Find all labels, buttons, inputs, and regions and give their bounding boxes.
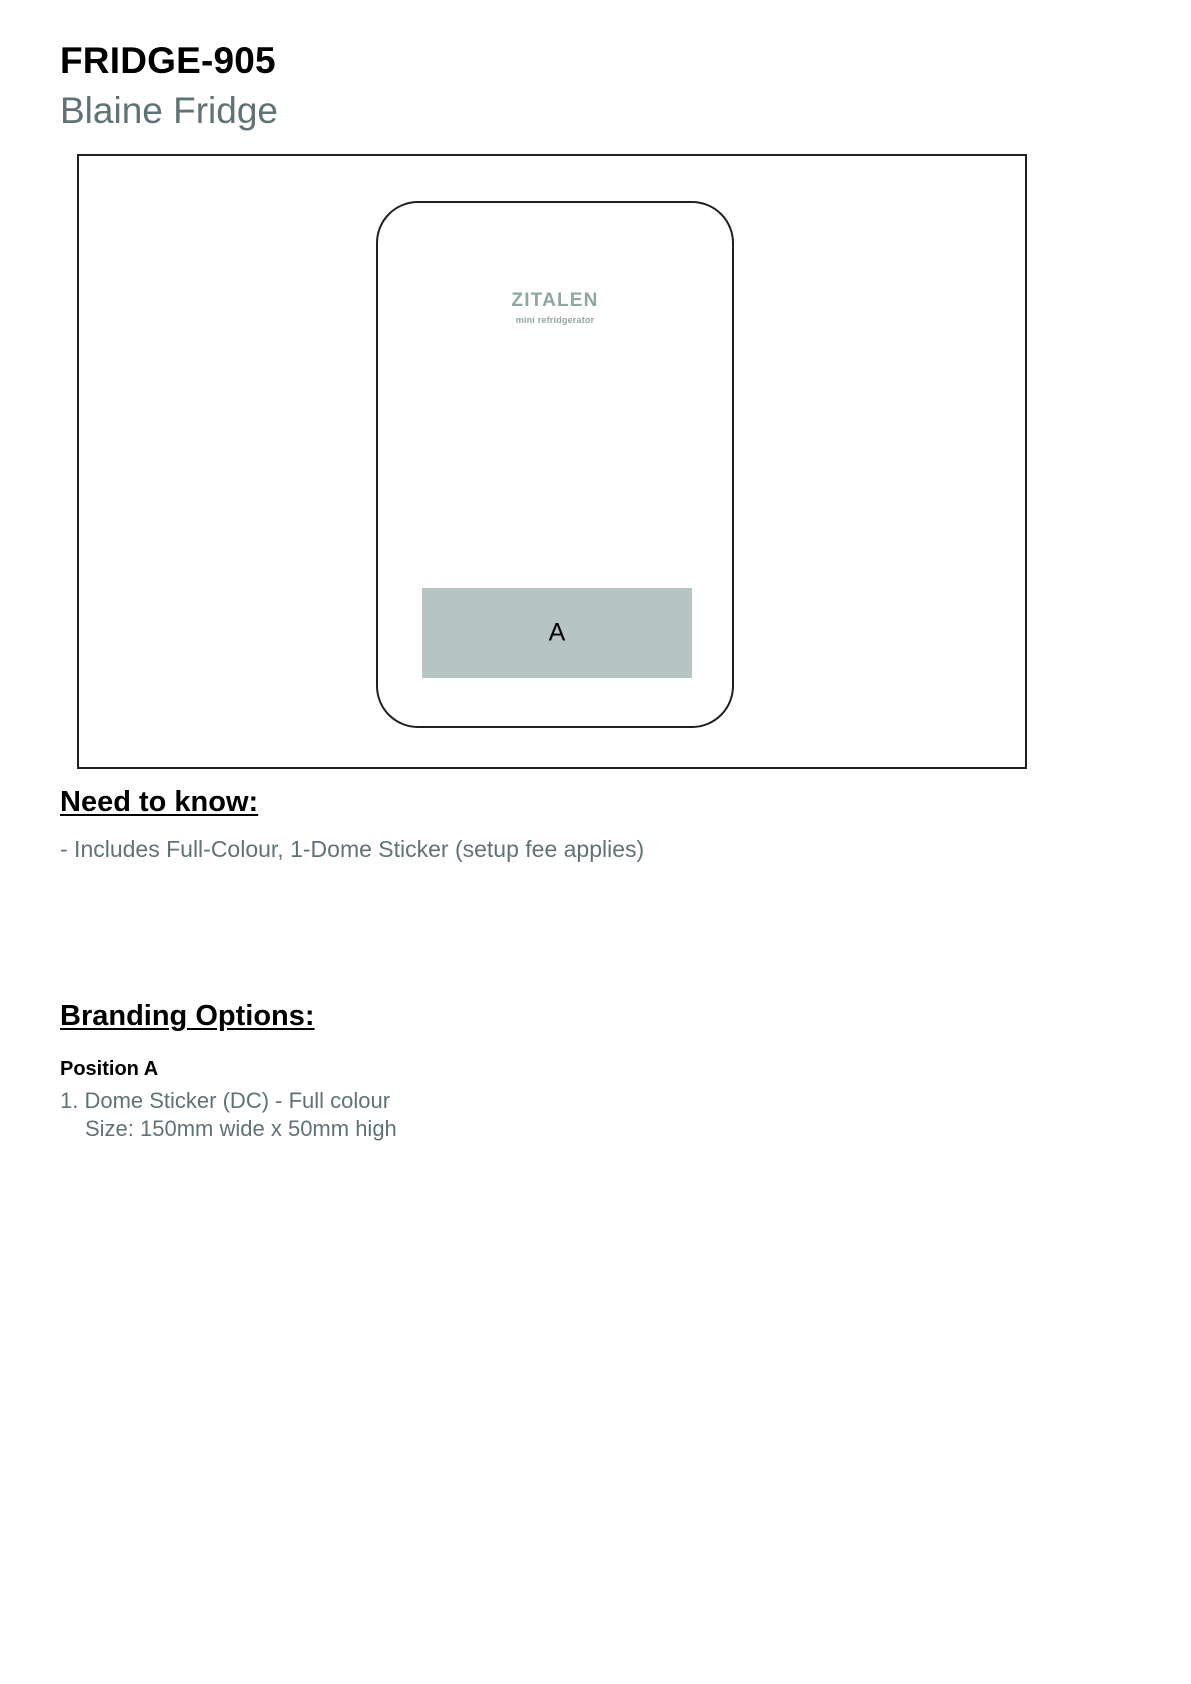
- fridge-brand-block: [378, 291, 732, 325]
- branding-option-size-line: Size: 150mm wide x 50mm high: [85, 1116, 397, 1141]
- product-image-frame: [77, 154, 1027, 769]
- branding-position-a-patch: [422, 588, 692, 678]
- branding-position-a-heading: Position A: [60, 1058, 159, 1080]
- page-subtitle: Blaine Fridge: [60, 90, 279, 131]
- fridge-brand-name: ZITALEN: [511, 290, 599, 311]
- need-to-know-heading: Need to know:: [60, 786, 259, 818]
- branding-position-a-label: A: [548, 618, 566, 647]
- branding-option-line: 1. Dome Sticker (DC) - Full colour: [60, 1088, 391, 1113]
- branding-options-heading: Branding Options:: [60, 1000, 315, 1032]
- page-title: FRIDGE-905: [60, 40, 276, 81]
- fridge-brand-subtitle: mini refridgerator: [515, 314, 595, 325]
- need-to-know-item: - Includes Full-Colour, 1-Dome Sticker (setup fee applies): [60, 836, 645, 862]
